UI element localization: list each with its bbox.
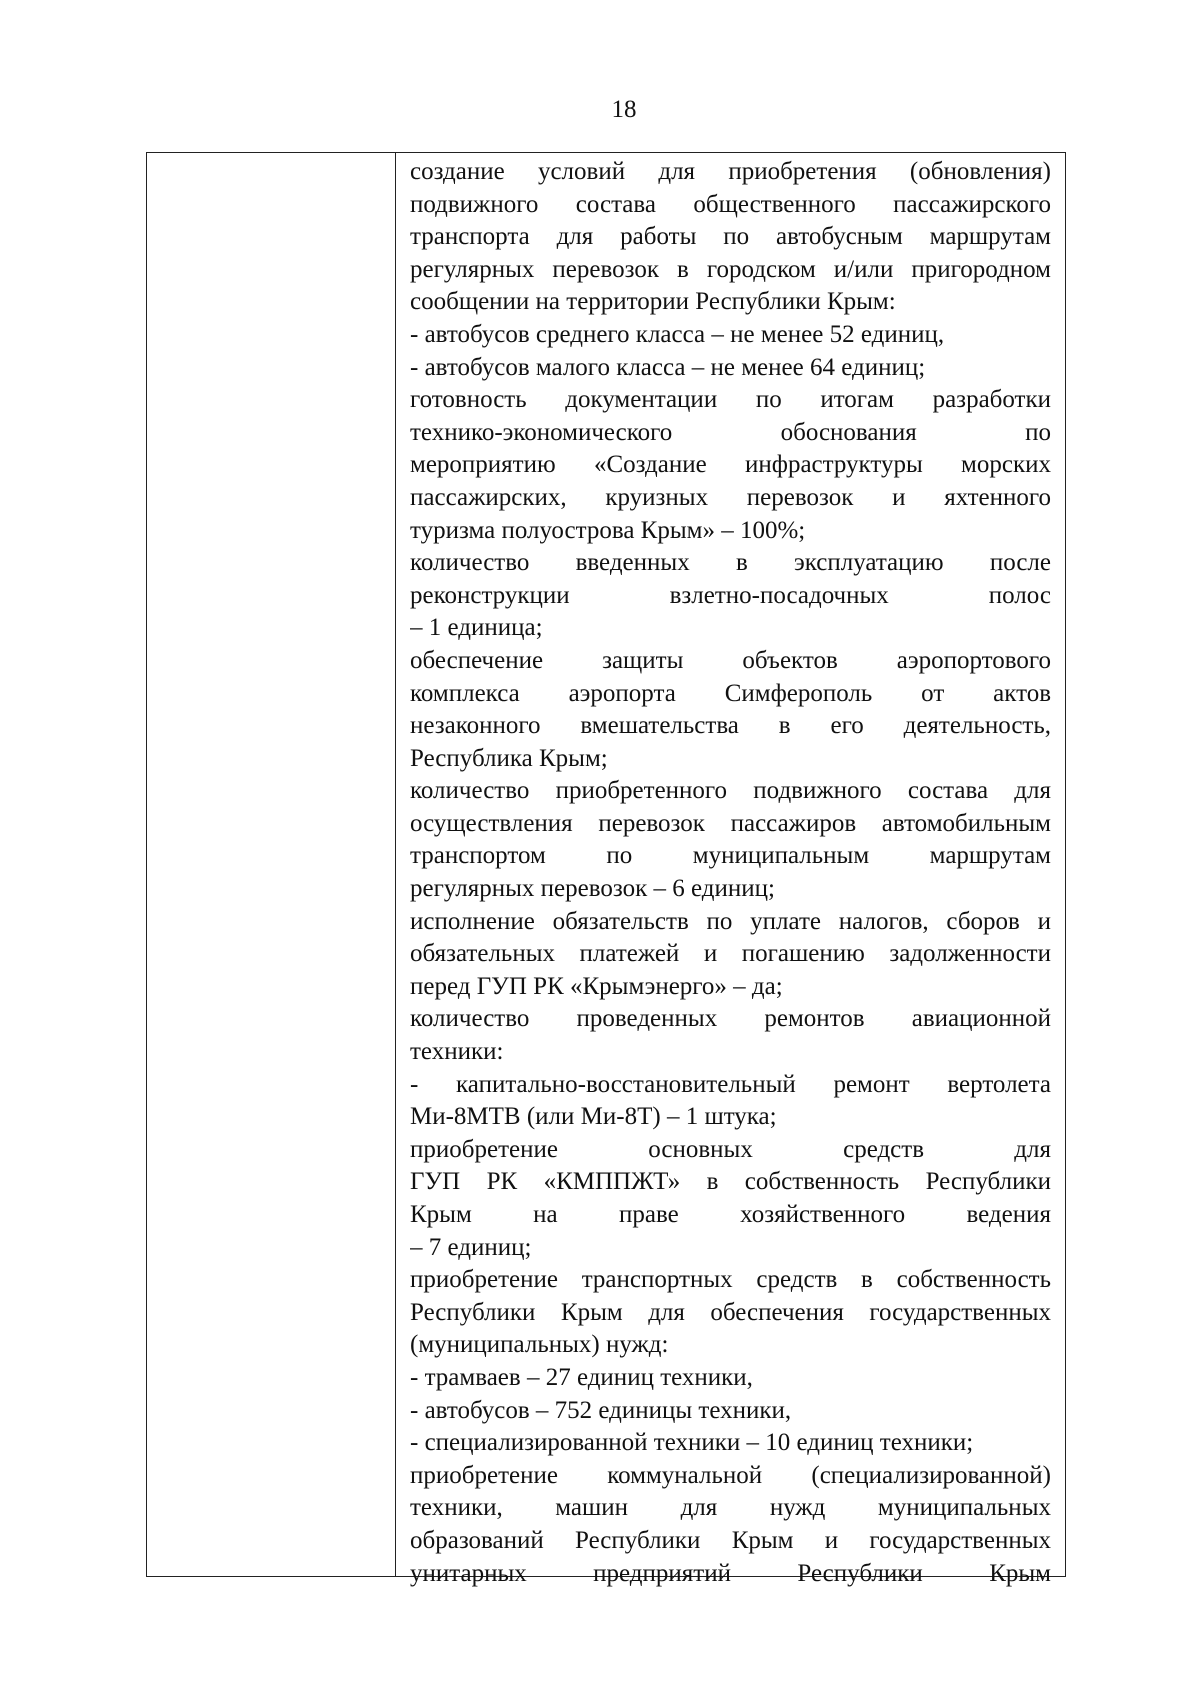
text-line: создание условий для приобретения (обновления)	[410, 158, 1051, 185]
text-line: – 1 единица;	[410, 614, 543, 642]
text-line: - капитально-восстановительный ремонт вертолета	[410, 1070, 1051, 1098]
text-line: Ми-8МТВ (или Ми-8Т) – 1 штука;	[410, 1103, 777, 1131]
text-line: перед ГУП РК «Крымэнерго» – да;	[410, 972, 783, 1000]
text-line: комплекса аэропорта Симферополь от актов	[410, 679, 1051, 707]
text-line: исполнение обязательств по уплате налогов, сборов и	[410, 907, 1051, 935]
table-right-column	[396, 153, 1065, 1587]
text-line: обеспечение защиты объектов аэропортового	[410, 646, 1051, 674]
text-line: приобретение основных средств для	[410, 1135, 1051, 1163]
text-line: осуществления перевозок пассажиров автомобильным	[410, 809, 1051, 837]
text-line: незаконного вмешательства в его деятельность,	[410, 712, 1051, 740]
text-line: количество проведенных ремонтов авиационной	[410, 1005, 1051, 1033]
text-line: пассажирских, круизных перевозок и яхтенного	[410, 483, 1051, 511]
text-line: регулярных перевозок в городском и/или пригородном	[410, 255, 1051, 283]
text-line: унитарных предприятий Республики Крым	[410, 1559, 1051, 1587]
page-number: 18	[611, 96, 637, 123]
text-line: образований Республики Крым и государственных	[410, 1526, 1051, 1554]
text-line: подвижного состава общественного пассажирского	[410, 190, 1051, 218]
text-line: количество приобретенного подвижного состава для	[410, 777, 1051, 805]
text-line: - специализированной техники – 10 единиц техники;	[410, 1429, 974, 1457]
text-line: Республика Крым;	[410, 744, 608, 772]
text-line: Крым на праве хозяйственного ведения	[410, 1201, 1051, 1228]
text-line: готовность документации по итогам разработки	[410, 386, 1051, 414]
text-line: приобретение транспортных средств в собственность	[410, 1266, 1051, 1294]
text-line: (муниципальных) нужд:	[410, 1331, 669, 1359]
text-line: регулярных перевозок – 6 единиц;	[410, 875, 775, 903]
text-line: транспортом по муниципальным маршрутам	[410, 842, 1051, 870]
text-line: приобретение коммунальной (специализированной)	[410, 1461, 1051, 1489]
text-line: – 7 единиц;	[410, 1233, 532, 1261]
text-line: - автобусов – 752 единицы техники,	[410, 1396, 792, 1424]
text-line: транспорта для работы по автобусным маршрутам	[410, 223, 1051, 251]
text-line: - автобусов малого класса – не менее 64 единиц;	[410, 353, 926, 381]
text-line: количество введенных в эксплуатацию после	[410, 549, 1051, 577]
text-line: технико-экономического обоснования по	[410, 418, 1051, 446]
document-table	[146, 152, 1066, 1587]
text-line: сообщении на территории Республики Крым:	[410, 288, 896, 316]
text-line: - трамваев – 27 единиц техники,	[410, 1363, 753, 1391]
text-line: техники, машин для нужд муниципальных	[410, 1494, 1051, 1522]
text-line: туризма полуострова Крым» – 100%;	[410, 516, 806, 544]
text-line: реконструкции взлетно-посадочных полос	[410, 581, 1051, 609]
text-line: Республики Крым для обеспечения государственных	[410, 1298, 1051, 1326]
text-line: техники:	[410, 1038, 504, 1066]
text-line: ГУП РК «КМППЖТ» в собственность Республики	[410, 1168, 1051, 1196]
table-left-column	[147, 153, 396, 1576]
text-line: - автобусов среднего класса – не менее 52 единиц,	[410, 320, 945, 348]
text-line: мероприятию «Создание инфраструктуры морских	[410, 451, 1051, 479]
text-line: обязательных платежей и погашению задолженности	[410, 940, 1051, 968]
